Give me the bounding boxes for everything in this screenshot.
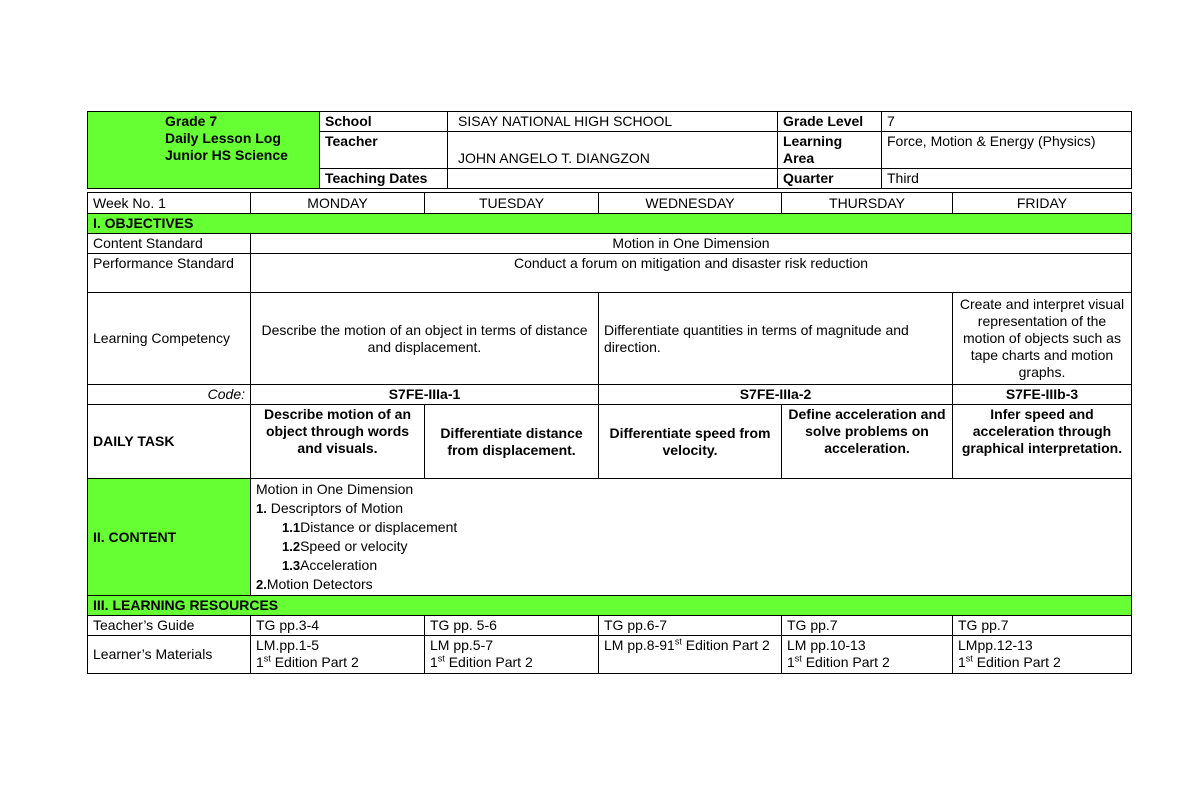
resources-band [88,596,1132,616]
day-header: TUESDAY [425,193,599,214]
daily-task: Describe motion of an object through words and visuals. [251,405,425,479]
day-header: MONDAY [251,193,425,214]
title-line: Daily Lesson Log [165,130,281,146]
quarter-label: Quarter [778,169,882,189]
objectives-band [88,214,1132,234]
quarter-value: Third [882,169,1132,189]
lesson-log-table [87,192,1132,674]
content-title: Motion in One Dimension [256,481,414,497]
competency-mon-tue: Describe the motion of an object in terms of distance and displacement. [251,293,599,385]
tg-ref: TG pp. 5-6 [425,616,599,636]
outline-item: 1. Descriptors of Motion [256,500,404,516]
day-header: WEDNESDAY [599,193,782,214]
teachers-guide-label: Teacher’s Guide [88,616,251,636]
school-label: School [320,112,448,132]
performance-standard-value: Conduct a forum on mitigation and disaster risk reduction [251,254,1132,293]
teaching-dates-value [448,169,778,189]
performance-standard-label: Performance Standard [88,254,251,293]
day-header: FRIDAY [953,193,1132,214]
outline-item: 1.1Distance or displacement [282,519,458,535]
log-title [88,112,320,189]
learning-area-value: Force, Motion & Energy (Physics) [882,132,1132,169]
outline-item: 2.Motion Detectors [256,576,373,592]
resources-heading: III. LEARNING RESOURCES [88,596,1132,616]
lm-ref: LM pp.10-13 1st Edition Part 2 [782,636,953,674]
content-standard-value: Motion in One Dimension [251,234,1132,254]
teacher-value [448,132,778,169]
school-value: SISAY NATIONAL HIGH SCHOOL [448,112,778,132]
daily-task: Define acceleration and solve problems on acceleration. [782,405,953,479]
code-fri: S7FE-IIIb-3 [953,385,1132,405]
tg-ref: TG pp.6-7 [599,616,782,636]
content-heading: II. CONTENT [88,479,251,596]
daily-task: Infer speed and acceleration through graphical interpretation. [953,405,1132,479]
learners-materials-label: Learner’s Materials [88,636,251,674]
week-label: Week No. 1 [88,193,251,214]
lm-ref: LMpp.12-13 1st Edition Part 2 [953,636,1132,674]
title-line: Junior HS Science [165,147,288,163]
lm-ref: LM pp.5-7 1st Edition Part 2 [425,636,599,674]
learning-area-label: Learning Area [778,132,882,169]
day-header: THURSDAY [782,193,953,214]
daily-task: Differentiate distance from displacement. [425,405,599,479]
grade-level-value: 7 [882,112,1132,132]
content-outline [251,479,1132,596]
daily-task: Differentiate speed from velocity. [599,405,782,479]
daily-task-label: DAILY TASK [88,405,251,479]
title-line: Grade 7 [165,113,218,129]
competency-fri: Create and interpret visual representation of the motion of objects such as tape charts and motion graphs. [953,293,1132,385]
competency-wed-thu: Differentiate quantities in terms of magnitude and direction. [599,293,953,385]
tg-ref: TG pp.7 [782,616,953,636]
content-row [88,479,1132,596]
days-row [88,193,1132,214]
lm-ref: LM pp.8-91st Edition Part 2 [599,636,782,674]
teacher-name: JOHN ANGELO T. DIANGZON [458,150,650,166]
outline-item: 1.3Acceleration [282,557,378,573]
code-wed-thu: S7FE-IIIa-2 [599,385,953,405]
teacher-label: Teacher [320,132,448,169]
tg-ref: TG pp.7 [953,616,1132,636]
lm-ref: LM.pp.1-5 1st Edition Part 2 [251,636,425,674]
content-standard-label: Content Standard [88,234,251,254]
header-table [87,111,1132,189]
objectives-heading: I. OBJECTIVES [88,214,1132,234]
code-label: Code: [88,385,251,405]
learning-competency-label: Learning Competency [88,293,251,385]
outline-item: 1.2Speed or velocity [282,538,408,554]
daily-task-row [88,405,1132,479]
tg-ref: TG pp.3-4 [251,616,425,636]
code-mon-tue: S7FE-IIIa-1 [251,385,599,405]
teaching-dates-label: Teaching Dates [320,169,448,189]
teachers-guide-row [88,616,1132,636]
learners-materials-row [88,636,1132,674]
grade-level-label: Grade Level [778,112,882,132]
